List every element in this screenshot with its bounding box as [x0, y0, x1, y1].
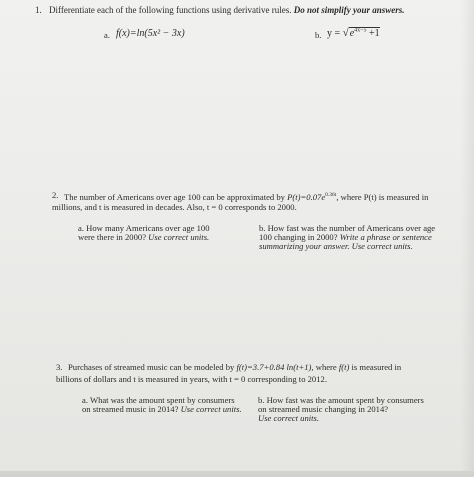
q3-line1-tail: is measured in — [351, 362, 402, 372]
q2a-line2-italic: Use correct units. — [148, 232, 210, 242]
q1b-label: b. — [315, 30, 322, 40]
q3a-line2-italic: Use correct units. — [180, 404, 242, 414]
q1-number: 1. — [35, 5, 42, 15]
q2b-line2-italic: Write a phrase or sentence — [339, 232, 432, 242]
q3-number: 3. — [56, 362, 63, 372]
q2b-line1: b. How fast was the number of Americans over age — [259, 223, 436, 233]
q2a-line2-text: were there in 2000? — [78, 232, 147, 242]
q3-ft: f(t) — [338, 362, 350, 372]
q2-line1 — [64, 190, 428, 203]
q2-line2: millions, and t is measured in decades. Also, t = 0 corresponds to 2000. — [52, 202, 297, 212]
page-bottom-edge — [0, 471, 474, 477]
q2-formula: P(t)=0.07e — [287, 191, 326, 202]
q1b-base: e — [349, 28, 355, 39]
q1-prompt-text: Differentiate each of the following functions using derivative rules. — [49, 5, 292, 15]
q1-prompt-emphasis: Do not simplify your answers. — [293, 5, 405, 15]
q3-line1-text: Purchases of streamed music can be modeled by — [68, 362, 235, 372]
q3-formula: f(t)=3.7+0.84 ln(t+1), — [236, 362, 314, 372]
q1b-radicand — [349, 27, 380, 39]
q1-prompt — [49, 5, 405, 17]
q2a-line1: a. How many Americans over age 100 — [78, 223, 210, 233]
q2a-line2 — [78, 232, 209, 243]
q1b-prefix: y = — [327, 28, 341, 39]
q3-line2: billions of dollars and t is measured in years, with t = 0 corresponding to 2012. — [56, 374, 327, 384]
q3-line1-mid: where — [315, 362, 337, 372]
radical-icon: √ — [342, 27, 349, 39]
q3b-line2: on streamed music changing in 2014? — [258, 404, 389, 414]
q3b-line1: b. How fast was the amount spent by consumers — [258, 395, 424, 405]
page-edge-shadow — [460, 0, 474, 477]
q1a-expression: f(x)=ln(5x² − 3x) — [116, 28, 185, 39]
q3a-line1: a. What was the amount spent by consumers — [82, 395, 235, 405]
q2b-line3: summarizing your answer. Use correct units. — [259, 241, 413, 251]
q1b-expression — [327, 27, 380, 39]
q1a-label: a. — [104, 30, 110, 40]
q2b-line2-text: 100 changing in 2000? — [259, 232, 338, 242]
q2-line1-tail: , where P(t) is measured in — [336, 191, 429, 202]
q2-formula-exponent: 0.36t — [325, 192, 337, 198]
q1b-suffix: +1 — [369, 28, 380, 39]
q1b-exponent: 4x−5 — [354, 27, 367, 34]
q2-number: 2. — [52, 190, 59, 200]
q3-line1 — [68, 362, 401, 373]
q3a-line2-text: on streamed music in 2014? — [82, 404, 179, 414]
q3a-line2 — [82, 404, 242, 415]
q2-line1-text: The number of Americans over age 100 can be approximated by — [64, 191, 285, 202]
q3b-line3: Use correct units. — [258, 413, 320, 423]
